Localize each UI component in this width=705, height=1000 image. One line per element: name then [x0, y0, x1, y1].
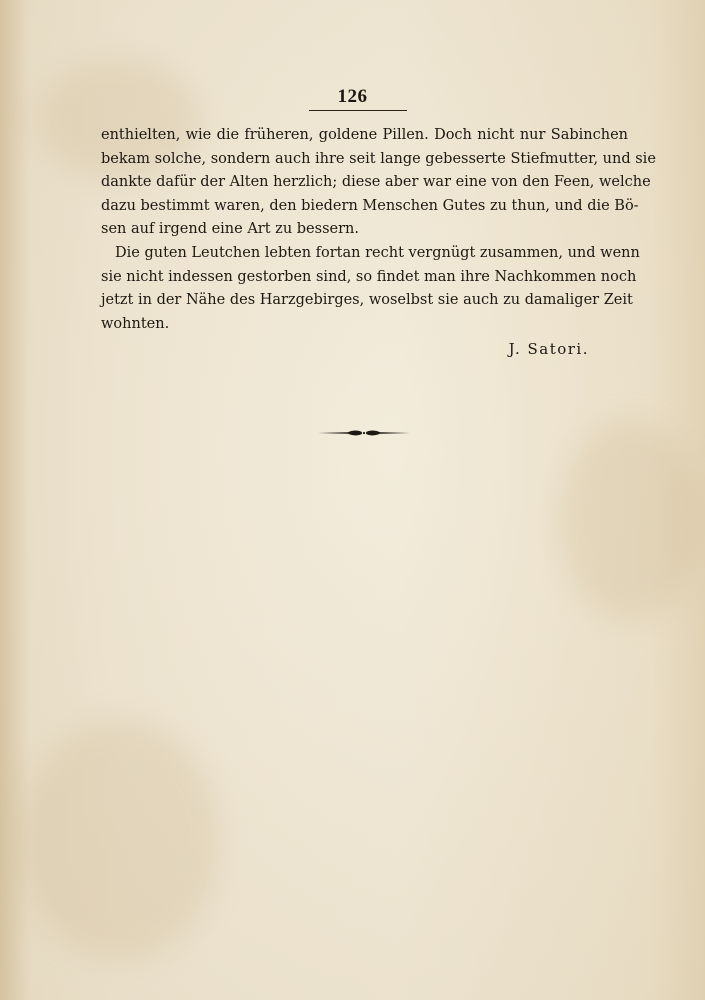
author-signature: J. Satori. — [508, 340, 589, 358]
text-line: enthielten, wie die früheren, goldene Pillen. Doch nicht nur Sabinchen — [101, 127, 628, 143]
paragraph-1 — [101, 124, 656, 242]
ornament-divider-icon — [318, 426, 410, 440]
paragraph-2 — [101, 242, 640, 336]
text-line: dazu bestimmt waren, den biedern Menschen Gutes zu thun, und die Bö- — [101, 197, 639, 214]
page-number: 126 — [337, 86, 368, 107]
text-line: bekam solche, sondern auch ihre seit lange gebesserte Stiefmutter, und sie — [101, 150, 656, 167]
body-text — [101, 124, 656, 336]
page-header — [0, 86, 705, 108]
text-line: sie nicht indessen gestorben sind, so findet man ihre Nachkommen noch — [101, 268, 637, 285]
text-line: wohnten. — [101, 315, 170, 332]
paper-stain — [20, 720, 220, 960]
text-line: sen auf irgend eine Art zu bessern. — [101, 221, 359, 238]
text-line: Die guten Leutchen lebten fortan recht vergnügt zusammen, und wenn — [115, 244, 640, 261]
header-rule — [309, 110, 407, 111]
paper-stain — [560, 420, 700, 620]
text-line: jetzt in der Nähe des Harzgebirges, woselbst sie auch zu damaliger Zeit — [101, 292, 633, 309]
text-line: dankte dafür der Alten herzlich; diese aber war eine von den Feen, welche — [101, 174, 651, 191]
